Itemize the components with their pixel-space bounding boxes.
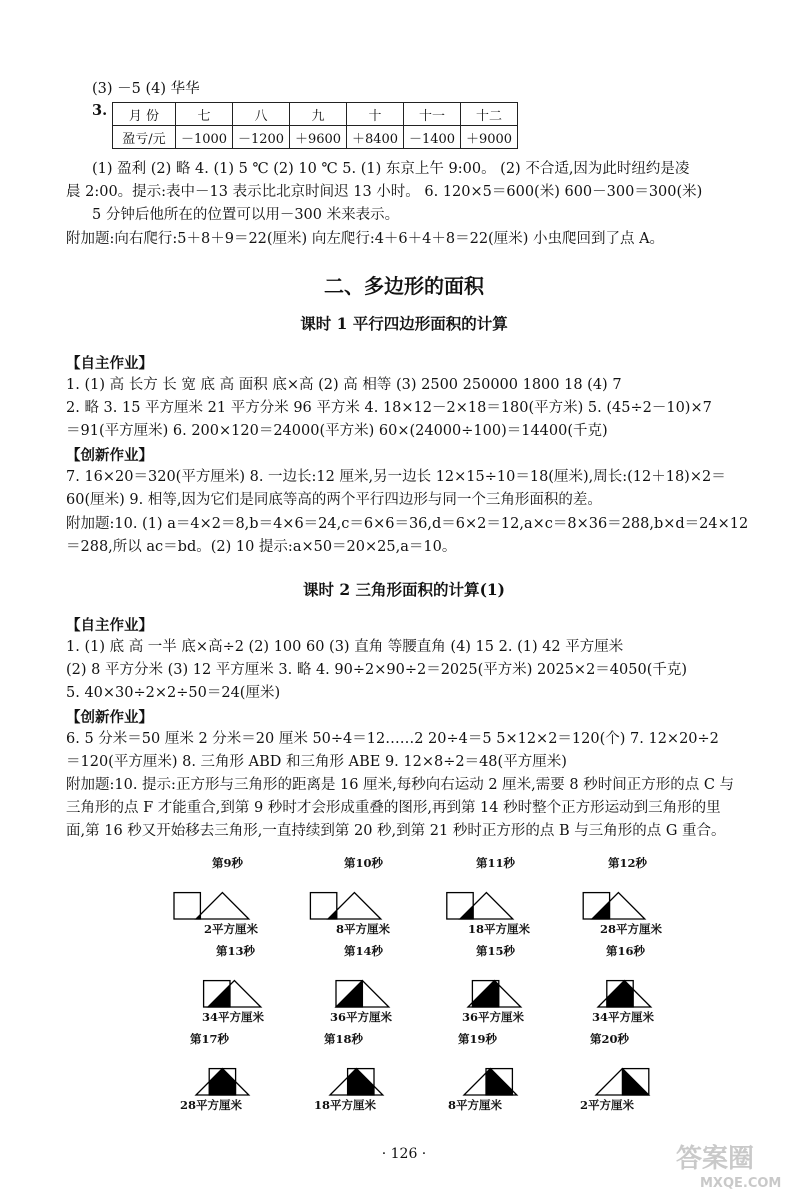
answer-line: 6. 5 分米＝50 厘米 2 分米＝20 厘米 50÷4＝12……2 20÷4＝5 5×12×2＝120(个) 7. 12×20÷2 (66, 731, 719, 747)
table-cell: －1000 (176, 126, 233, 149)
table-cell: ＋9600 (290, 126, 347, 149)
answer-line: 1. (1) 高 长方 长 宽 底 高 面积 底×高 (2) 高 相等 (3) 2500 250000 1800 18 (4) 7 (66, 377, 622, 393)
table-cell: 十二 (461, 103, 518, 126)
figure-time-label: 第18秒 (324, 1032, 364, 1046)
answer-line: 5 分钟后他所在的位置可以用－300 米来表示。 (92, 207, 400, 223)
figure-time-label: 第14秒 (344, 944, 384, 958)
figure-time-label: 第12秒 (608, 856, 648, 870)
figure-area-label: 28平方厘米 (180, 1098, 243, 1112)
profit-loss-table (112, 102, 518, 149)
table-cell: 十 (347, 103, 404, 126)
table-row (113, 126, 518, 149)
table-row-label: 盈亏/元 (113, 126, 176, 149)
answer-line: ＝120(平方厘米) 8. 三角形 ABD 和三角形 ABE 9. 12×8÷2＝48(平方厘米) (66, 754, 567, 770)
square-shape (174, 893, 200, 919)
figure-time-label: 第20秒 (590, 1032, 630, 1046)
figure-time-label: 第10秒 (344, 856, 384, 870)
figure-time-label: 第17秒 (190, 1032, 230, 1046)
page-number: · 126 · (381, 1146, 427, 1162)
figure-area-label: 2平方厘米 (580, 1098, 635, 1112)
answer-line: 晨 2:00。提示:表中－13 表示比北京时间迟 13 小时。 6. 120×5＝600(米) 600－300＝300(米) (66, 184, 703, 200)
answer-line: 2. 略 3. 15 平方厘米 21 平方分米 96 平方米 4. 18×12－2×18＝180(平方米) 5. (45÷2－10)×7 (66, 400, 712, 416)
figure-area-label: 18平方厘米 (468, 922, 531, 936)
watermark-logo: 答案圈 (676, 1144, 755, 1174)
triangle-shape (196, 893, 249, 919)
table-cell: －1200 (233, 126, 290, 149)
figure-area-label: 8平方厘米 (336, 922, 391, 936)
answer-line: ＝91(平方厘米) 6. 200×120＝24000(平方米) 60×(24000÷100)＝14400(千克) (66, 423, 608, 439)
figure-area-label: 28平方厘米 (600, 922, 663, 936)
figure-area-label: 34平方厘米 (202, 1010, 265, 1024)
figure-cell (562, 943, 732, 1024)
figure-area-label: 36平方厘米 (462, 1010, 525, 1024)
overlap-shaded-region (209, 1069, 235, 1095)
section-heading: 【创新作业】 (66, 709, 153, 726)
lesson-2-title: 课时 2 三角形面积的计算(1) (302, 580, 506, 599)
answer-line: (1) 盈利 (2) 略 4. (1) 5 ℃ (2) 10 ℃ 5. (1) 东京上午 9:00。 (2) 不合适,因为此时纽约是凌 (92, 161, 690, 177)
answer-line-bonus: 附加题:10. (1) a＝4×2＝8,b＝4×6＝24,c＝6×6＝36,d＝6×2＝12,a×c＝8×36＝288,b×d＝24×12 (66, 516, 749, 532)
table-cell: 十一 (404, 103, 461, 126)
answer-line-top: (3) －5 (4) 华华 (92, 81, 200, 97)
figure-area-label: 2平方厘米 (204, 922, 259, 936)
lesson-1-title: 课时 1 平行四边形面积的计算 (300, 314, 508, 333)
figure-time-label: 第13秒 (216, 944, 256, 958)
figure-time-label: 第16秒 (606, 944, 646, 958)
answer-line: 面,第 16 秒又开始移去三角形,一直持续到第 20 秒,到第 21 秒时正方形的点 B 与三角形的点 G 重合。 (66, 823, 726, 839)
answer-line-bonus: 附加题:10. 提示:正方形与三角形的距离是 16 厘米,每秒向右运动 2 厘米,需要 8 秒时间正方形的点 C 与 (66, 777, 735, 793)
figure-area-label: 8平方厘米 (448, 1098, 503, 1112)
figure-area-label: 18平方厘米 (314, 1098, 377, 1112)
answer-line: 7. 16×20＝320(平方厘米) 8. 一边长:12 厘米,另一边长 12×15÷10＝18(厘米),周长:(12＋18)×2＝ (66, 469, 726, 485)
triangle-square-figure (562, 943, 732, 1015)
overlap-shaded-region (472, 981, 498, 1007)
figure-time-label: 第19秒 (458, 1032, 498, 1046)
table-row (113, 103, 518, 126)
table-cell: ＋8400 (347, 126, 404, 149)
table-header-label: 月 份 (113, 103, 176, 126)
chapter-title: 二、多边形的面积 (324, 274, 484, 298)
figure-cell (560, 1031, 730, 1112)
section-heading: 【自主作业】 (66, 355, 153, 372)
answer-line: 三角形的点 F 才能重合,到第 9 秒时才会形成重叠的图形,再到第 14 秒时整个正方形运动到三角形的里 (66, 800, 721, 816)
question-number-3: 3. (92, 102, 108, 119)
answer-line: 5. 40×30÷2×2÷50＝24(厘米) (66, 685, 281, 701)
answer-line: ＝288,所以 ac＝bd。(2) 10 提示:a×50＝20×25,a＝10。 (66, 539, 457, 555)
table-cell: ＋9000 (461, 126, 518, 149)
overlap-shaded-region (486, 1069, 512, 1095)
figure-cell (556, 855, 726, 936)
table-cell: 八 (233, 103, 290, 126)
triangle-square-figure (560, 1031, 730, 1103)
answer-line: (2) 8 平方分米 (3) 12 平方厘米 3. 略 4. 90÷2×90÷2＝2025(平方米) 2025×2＝4050(千克) (66, 662, 688, 678)
figure-time-label: 第15秒 (476, 944, 516, 958)
figure-area-label: 36平方厘米 (330, 1010, 393, 1024)
table-cell: 九 (290, 103, 347, 126)
answer-line: 1. (1) 底 高 一半 底×高÷2 (2) 100 60 (3) 直角 等腰直角 (4) 15 2. (1) 42 平方厘米 (66, 639, 624, 655)
figure-area-label: 34平方厘米 (592, 1010, 655, 1024)
table-cell: 七 (176, 103, 233, 126)
section-heading: 【自主作业】 (66, 617, 153, 634)
figure-time-label: 第9秒 (212, 856, 244, 870)
answer-line: 60(厘米) 9. 相等,因为它们是同底等高的两个平行四边形与同一个三角形面积的差。 (66, 492, 602, 508)
table-cell: －1400 (404, 126, 461, 149)
figure-time-label: 第11秒 (476, 856, 516, 870)
section-heading: 【创新作业】 (66, 447, 153, 464)
answer-line-bonus: 附加题:向右爬行:5＋8＋9＝22(厘米) 向左爬行:4＋6＋4＋8＝22(厘米) 小虫爬回到了点 A。 (66, 231, 665, 247)
watermark-url: MXQE.COM (700, 1176, 782, 1191)
